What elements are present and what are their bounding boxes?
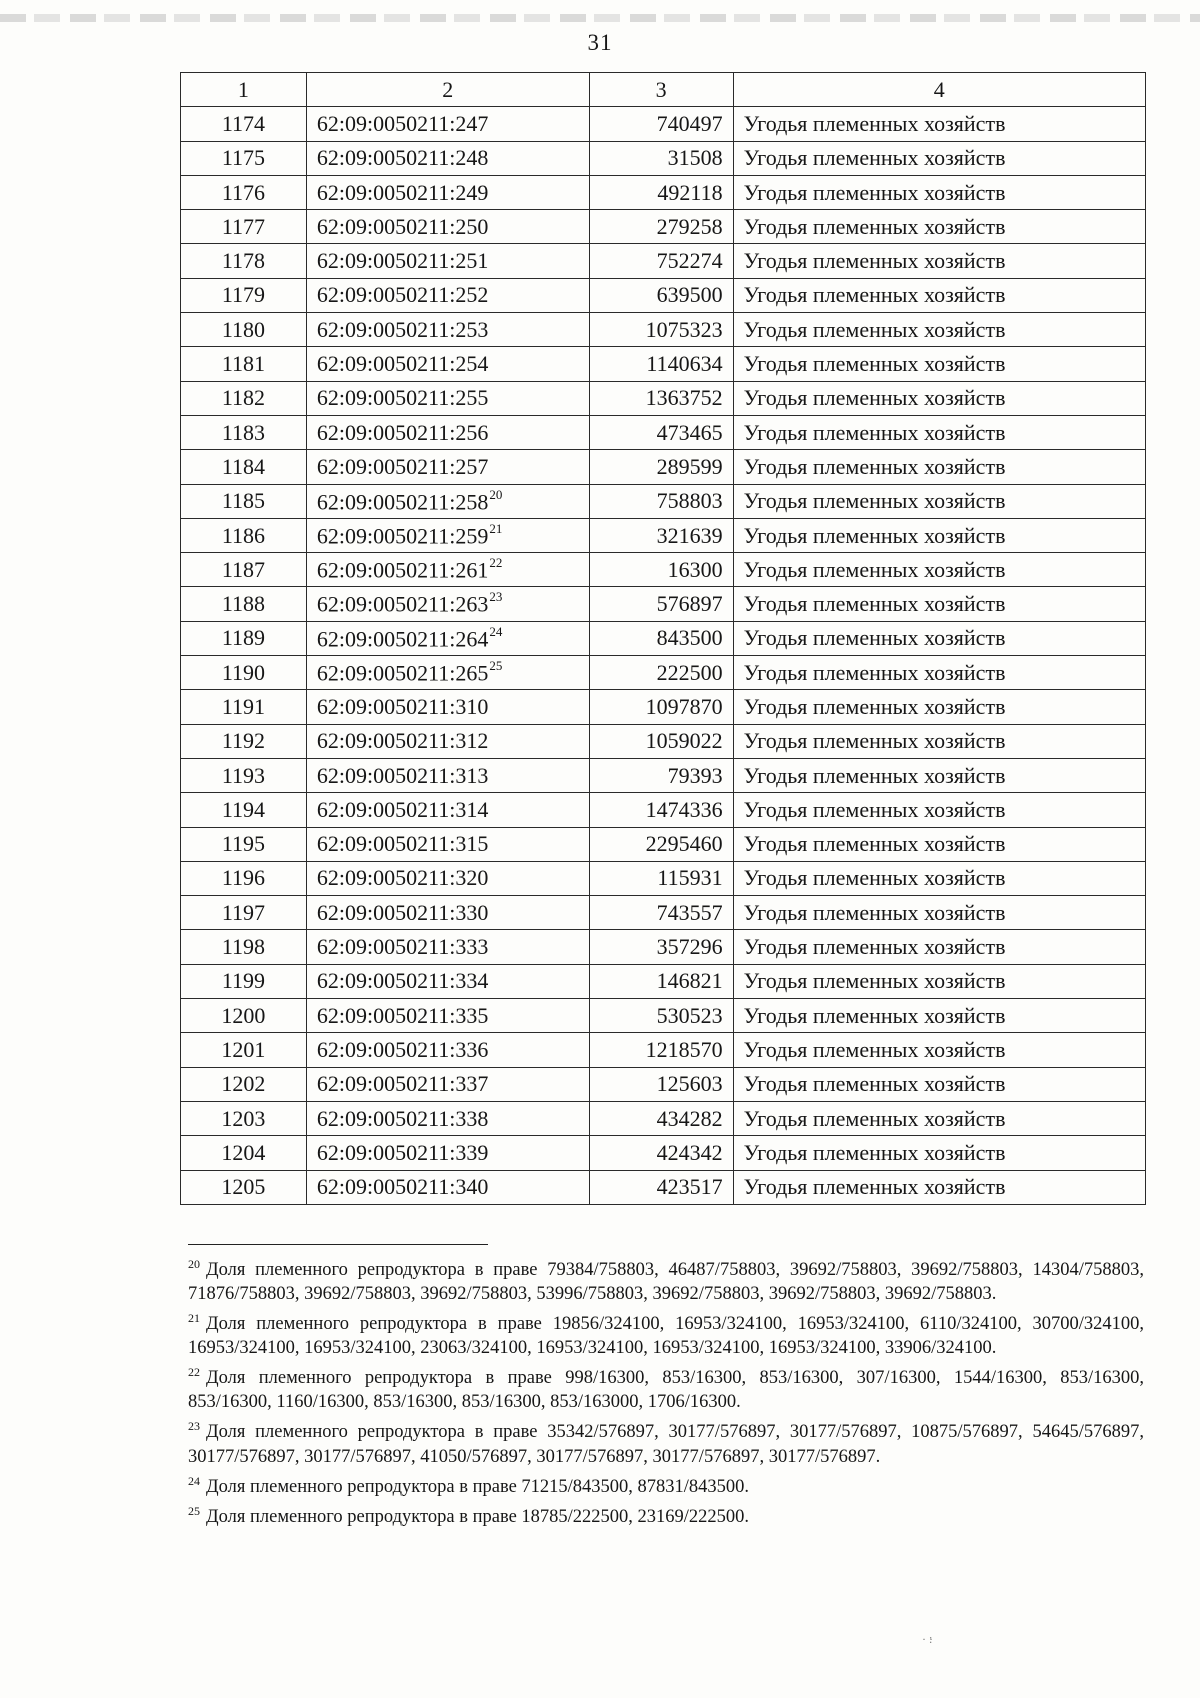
footnote-mark: 20 xyxy=(188,1257,200,1271)
cadastral-number: 62:09:0050211:259 xyxy=(316,523,489,549)
row-number: 1190 xyxy=(181,656,307,690)
table-header-row xyxy=(181,73,1146,107)
footnote xyxy=(188,1360,1144,1414)
row-number: 1201 xyxy=(181,1033,307,1067)
row-number: 1180 xyxy=(181,313,307,347)
area-value: 424342 xyxy=(589,1136,733,1170)
land-category: Угодья племенных хозяйств xyxy=(733,415,1145,449)
land-category: Угодья племенных хозяйств xyxy=(733,999,1145,1033)
row-number: 1188 xyxy=(181,587,307,621)
land-category: Угодья племенных хозяйств xyxy=(733,210,1145,244)
land-category: Угодья племенных хозяйств xyxy=(733,1136,1145,1170)
table-row xyxy=(181,896,1146,930)
row-number: 1182 xyxy=(181,381,307,415)
cadastral-number: 62:09:0050211:314 xyxy=(316,796,489,822)
area-value: 1474336 xyxy=(589,793,733,827)
cadastral-number-cell xyxy=(306,175,589,209)
footnote-text: Доля племенного репродуктора в праве 18785/222500, 23169/222500. xyxy=(206,1506,750,1527)
cadastral-number: 62:09:0050211:258 xyxy=(316,488,489,514)
row-number: 1185 xyxy=(181,484,307,518)
land-category: Угодья племенных хозяйств xyxy=(733,518,1145,552)
table-row xyxy=(181,107,1146,141)
land-category: Угодья племенных хозяйств xyxy=(733,621,1145,655)
footnote-reference: 25 xyxy=(489,658,503,674)
footnote-reference: 23 xyxy=(489,589,503,605)
land-category: Угодья племенных хозяйств xyxy=(733,484,1145,518)
area-value: 222500 xyxy=(589,656,733,690)
table-row xyxy=(181,861,1146,895)
land-category: Угодья племенных хозяйств xyxy=(733,347,1145,381)
footnote-text: Доля племенного репродуктора в праве 79384/758803, 46487/758803, 39692/758803, 39692/758803, 14304/758803, 71876/758803, 39692/758803, 39692/758803, 53996/758803, 39692/758803, 39692/758803, 39692/758803. xyxy=(188,1260,1144,1305)
table-row xyxy=(181,1101,1146,1135)
cadastral-number: 62:09:0050211:263 xyxy=(316,591,489,617)
land-category: Угодья племенных хозяйств xyxy=(733,175,1145,209)
footnote-reference: 22 xyxy=(489,555,503,571)
table-row xyxy=(181,244,1146,278)
area-value: 530523 xyxy=(589,999,733,1033)
cadastral-number: 62:09:0050211:265 xyxy=(316,660,489,686)
cadastral-number-cell xyxy=(306,964,589,998)
footnote-text: Доля племенного репродуктора в праве 998/16300, 853/16300, 853/16300, 307/16300, 1544/16300, 853/16300, 853/16300, 1160/16300, 853/16300, 853/16300, 853/163000, 1706/16300. xyxy=(188,1368,1144,1413)
area-value: 740497 xyxy=(589,107,733,141)
cadastral-number: 62:09:0050211:336 xyxy=(316,1036,489,1062)
cadastral-number-cell xyxy=(306,758,589,792)
land-category: Угодья племенных хозяйств xyxy=(733,964,1145,998)
area-value: 1075323 xyxy=(589,313,733,347)
land-category: Угодья племенных хозяйств xyxy=(733,724,1145,758)
table-row xyxy=(181,484,1146,518)
cadastral-number: 62:09:0050211:315 xyxy=(316,831,489,857)
footnote-text: Доля племенного репродуктора в праве 35342/576897, 30177/576897, 30177/576897, 10875/576897, 54645/576897, 30177/576897, 30177/576897, 41050/576897, 30177/576897, 30177/576897, 30177/576897. xyxy=(188,1422,1144,1467)
area-value: 1218570 xyxy=(589,1033,733,1067)
cadastral-number-cell xyxy=(306,793,589,827)
row-number: 1183 xyxy=(181,415,307,449)
cadastral-number: 62:09:0050211:312 xyxy=(316,728,489,754)
cadastral-number-cell xyxy=(306,381,589,415)
land-category: Угодья племенных хозяйств xyxy=(733,107,1145,141)
table-row xyxy=(181,690,1146,724)
cadastral-number-cell xyxy=(306,861,589,895)
row-number: 1186 xyxy=(181,518,307,552)
footnote-text: Доля племенного репродуктора в праве 71215/843500, 87831/843500. xyxy=(206,1476,750,1497)
cadastral-number-cell xyxy=(306,1033,589,1067)
column-header-4: 4 xyxy=(733,73,1145,107)
cadastral-number-cell xyxy=(306,484,589,518)
cadastral-number: 62:09:0050211:313 xyxy=(316,762,489,788)
land-category: Угодья племенных хозяйств xyxy=(733,656,1145,690)
cadastral-number: 62:09:0050211:340 xyxy=(316,1174,489,1200)
footnote xyxy=(188,1252,1144,1306)
cadastral-number-cell xyxy=(306,141,589,175)
footnote xyxy=(188,1306,1144,1360)
cadastral-number-cell xyxy=(306,656,589,690)
cadastral-number: 62:09:0050211:248 xyxy=(316,145,489,171)
cadastral-number: 62:09:0050211:330 xyxy=(316,899,489,925)
row-number: 1202 xyxy=(181,1067,307,1101)
area-value: 576897 xyxy=(589,587,733,621)
cadastral-number-cell xyxy=(306,1101,589,1135)
cadastral-number: 62:09:0050211:264 xyxy=(316,626,489,652)
cadastral-number: 62:09:0050211:334 xyxy=(316,968,489,994)
cadastral-number: 62:09:0050211:256 xyxy=(316,419,489,445)
footnote-reference: 24 xyxy=(489,623,503,639)
row-number: 1193 xyxy=(181,758,307,792)
area-value: 115931 xyxy=(589,861,733,895)
cadastral-number: 62:09:0050211:255 xyxy=(316,385,489,411)
table-row xyxy=(181,1033,1146,1067)
cadastral-number-cell xyxy=(306,896,589,930)
area-value: 1059022 xyxy=(589,724,733,758)
row-number: 1195 xyxy=(181,827,307,861)
cadastral-number-cell xyxy=(306,999,589,1033)
table-row xyxy=(181,553,1146,587)
row-number: 1203 xyxy=(181,1101,307,1135)
land-category: Угодья племенных хозяйств xyxy=(733,1067,1145,1101)
table-row xyxy=(181,793,1146,827)
cadastral-number-cell xyxy=(306,930,589,964)
table-row xyxy=(181,724,1146,758)
row-number: 1204 xyxy=(181,1136,307,1170)
cadastral-number-cell xyxy=(306,1067,589,1101)
cadastral-number: 62:09:0050211:249 xyxy=(316,179,489,205)
row-number: 1191 xyxy=(181,690,307,724)
footnote-mark: 24 xyxy=(188,1473,200,1488)
land-category: Угодья племенных хозяйств xyxy=(733,553,1145,587)
table-row xyxy=(181,141,1146,175)
footnote-mark: 22 xyxy=(188,1365,200,1380)
land-category: Угодья племенных хозяйств xyxy=(733,587,1145,621)
table-row xyxy=(181,999,1146,1033)
footnote-mark: 23 xyxy=(188,1419,200,1434)
footnote xyxy=(188,1499,1144,1529)
cadastral-number-cell xyxy=(306,450,589,484)
land-category: Угодья племенных хозяйств xyxy=(733,450,1145,484)
cadastral-number-cell xyxy=(306,347,589,381)
cadastral-number: 62:09:0050211:247 xyxy=(316,110,489,136)
cadastral-number-cell xyxy=(306,518,589,552)
area-value: 146821 xyxy=(589,964,733,998)
footnotes xyxy=(188,1252,1144,1529)
cadastral-number: 62:09:0050211:335 xyxy=(316,1002,489,1028)
table-row xyxy=(181,656,1146,690)
land-category: Угодья племенных хозяйств xyxy=(733,793,1145,827)
cadastral-number-cell xyxy=(306,107,589,141)
area-value: 289599 xyxy=(589,450,733,484)
row-number: 1200 xyxy=(181,999,307,1033)
table-row xyxy=(181,621,1146,655)
scan-edge-artifact xyxy=(0,14,1200,22)
row-number: 1205 xyxy=(181,1170,307,1204)
column-header-2: 2 xyxy=(306,73,589,107)
row-number: 1187 xyxy=(181,553,307,587)
table-row xyxy=(181,964,1146,998)
table-row xyxy=(181,347,1146,381)
area-value: 743557 xyxy=(589,896,733,930)
land-category: Угодья племенных хозяйств xyxy=(733,1101,1145,1135)
cadastral-number-cell xyxy=(306,244,589,278)
footnote-mark: 21 xyxy=(188,1311,200,1326)
row-number: 1177 xyxy=(181,210,307,244)
land-plot-table xyxy=(180,72,1146,1205)
table-row xyxy=(181,518,1146,552)
cadastral-number-cell xyxy=(306,415,589,449)
cadastral-number-cell xyxy=(306,278,589,312)
scan-speck: · ׃· xyxy=(922,1632,933,1646)
land-category: Угодья племенных хозяйств xyxy=(733,381,1145,415)
row-number: 1192 xyxy=(181,724,307,758)
table-row xyxy=(181,450,1146,484)
cadastral-number: 62:09:0050211:253 xyxy=(316,316,489,342)
table-row xyxy=(181,758,1146,792)
area-value: 31508 xyxy=(589,141,733,175)
cadastral-number: 62:09:0050211:320 xyxy=(316,865,489,891)
cadastral-number-cell xyxy=(306,827,589,861)
table-row xyxy=(181,313,1146,347)
row-number: 1176 xyxy=(181,175,307,209)
area-value: 492118 xyxy=(589,175,733,209)
cadastral-number-cell xyxy=(306,1170,589,1204)
table-row xyxy=(181,175,1146,209)
row-number: 1198 xyxy=(181,930,307,964)
row-number: 1175 xyxy=(181,141,307,175)
table-row xyxy=(181,415,1146,449)
footnote-separator xyxy=(188,1244,488,1245)
table-row xyxy=(181,587,1146,621)
land-category: Угодья племенных хозяйств xyxy=(733,690,1145,724)
area-value: 1097870 xyxy=(589,690,733,724)
footnote-text: Доля племенного репродуктора в праве 19856/324100, 16953/324100, 16953/324100, 6110/324100, 30700/324100, 16953/324100, 16953/324100, 23063/324100, 16953/324100, 16953/324100, 16953/324100, 33906/324100. xyxy=(188,1314,1144,1359)
area-value: 434282 xyxy=(589,1101,733,1135)
footnote-reference: 21 xyxy=(489,520,503,536)
cadastral-number: 62:09:0050211:261 xyxy=(316,557,489,583)
row-number: 1194 xyxy=(181,793,307,827)
land-category: Угодья племенных хозяйств xyxy=(733,313,1145,347)
row-number: 1184 xyxy=(181,450,307,484)
table-row xyxy=(181,381,1146,415)
cadastral-number: 62:09:0050211:252 xyxy=(316,282,489,308)
column-header-3: 3 xyxy=(589,73,733,107)
area-value: 2295460 xyxy=(589,827,733,861)
cadastral-number-cell xyxy=(306,724,589,758)
area-value: 321639 xyxy=(589,518,733,552)
land-category: Угодья племенных хозяйств xyxy=(733,244,1145,278)
cadastral-number: 62:09:0050211:338 xyxy=(316,1105,489,1131)
row-number: 1174 xyxy=(181,107,307,141)
cadastral-number: 62:09:0050211:333 xyxy=(316,934,489,960)
cadastral-number-cell xyxy=(306,210,589,244)
table-row xyxy=(181,1136,1146,1170)
page-number: 31 xyxy=(587,30,613,55)
footnote xyxy=(188,1469,1144,1499)
row-number: 1181 xyxy=(181,347,307,381)
area-value: 752274 xyxy=(589,244,733,278)
cadastral-number: 62:09:0050211:250 xyxy=(316,213,489,239)
area-value: 357296 xyxy=(589,930,733,964)
land-category: Угодья племенных хозяйств xyxy=(733,930,1145,964)
row-number: 1197 xyxy=(181,896,307,930)
row-number: 1189 xyxy=(181,621,307,655)
table-row xyxy=(181,1067,1146,1101)
land-category: Угодья племенных хозяйств xyxy=(733,896,1145,930)
area-value: 79393 xyxy=(589,758,733,792)
row-number: 1199 xyxy=(181,964,307,998)
footnote-reference: 20 xyxy=(489,486,503,502)
table-row xyxy=(181,930,1146,964)
column-header-1: 1 xyxy=(181,73,307,107)
area-value: 423517 xyxy=(589,1170,733,1204)
table-row xyxy=(181,210,1146,244)
cadastral-number-cell xyxy=(306,621,589,655)
table-row xyxy=(181,1170,1146,1204)
area-value: 758803 xyxy=(589,484,733,518)
area-value: 1363752 xyxy=(589,381,733,415)
cadastral-number: 62:09:0050211:254 xyxy=(316,351,489,377)
area-value: 473465 xyxy=(589,415,733,449)
area-value: 16300 xyxy=(589,553,733,587)
cadastral-number-cell xyxy=(306,313,589,347)
row-number: 1178 xyxy=(181,244,307,278)
table-row xyxy=(181,278,1146,312)
cadastral-number: 62:09:0050211:251 xyxy=(316,248,489,274)
land-category: Угодья племенных хозяйств xyxy=(733,758,1145,792)
table-body xyxy=(181,107,1146,1205)
footnote xyxy=(188,1414,1144,1468)
land-category: Угодья племенных хозяйств xyxy=(733,827,1145,861)
land-category: Угодья племенных хозяйств xyxy=(733,1170,1145,1204)
cadastral-number-cell xyxy=(306,690,589,724)
area-value: 1140634 xyxy=(589,347,733,381)
cadastral-number: 62:09:0050211:310 xyxy=(316,693,489,719)
row-number: 1179 xyxy=(181,278,307,312)
land-category: Угодья племенных хозяйств xyxy=(733,278,1145,312)
cadastral-number-cell xyxy=(306,1136,589,1170)
row-number: 1196 xyxy=(181,861,307,895)
area-value: 125603 xyxy=(589,1067,733,1101)
cadastral-number-cell xyxy=(306,587,589,621)
cadastral-number: 62:09:0050211:337 xyxy=(316,1071,489,1097)
area-value: 279258 xyxy=(589,210,733,244)
cadastral-number: 62:09:0050211:257 xyxy=(316,453,489,479)
table-row xyxy=(181,827,1146,861)
land-category: Угодья племенных хозяйств xyxy=(733,861,1145,895)
cadastral-number-cell xyxy=(306,553,589,587)
cadastral-number: 62:09:0050211:339 xyxy=(316,1139,489,1165)
land-category: Угодья племенных хозяйств xyxy=(733,141,1145,175)
area-value: 639500 xyxy=(589,278,733,312)
land-category: Угодья племенных хозяйств xyxy=(733,1033,1145,1067)
footnote-mark: 25 xyxy=(188,1503,200,1518)
area-value: 843500 xyxy=(589,621,733,655)
